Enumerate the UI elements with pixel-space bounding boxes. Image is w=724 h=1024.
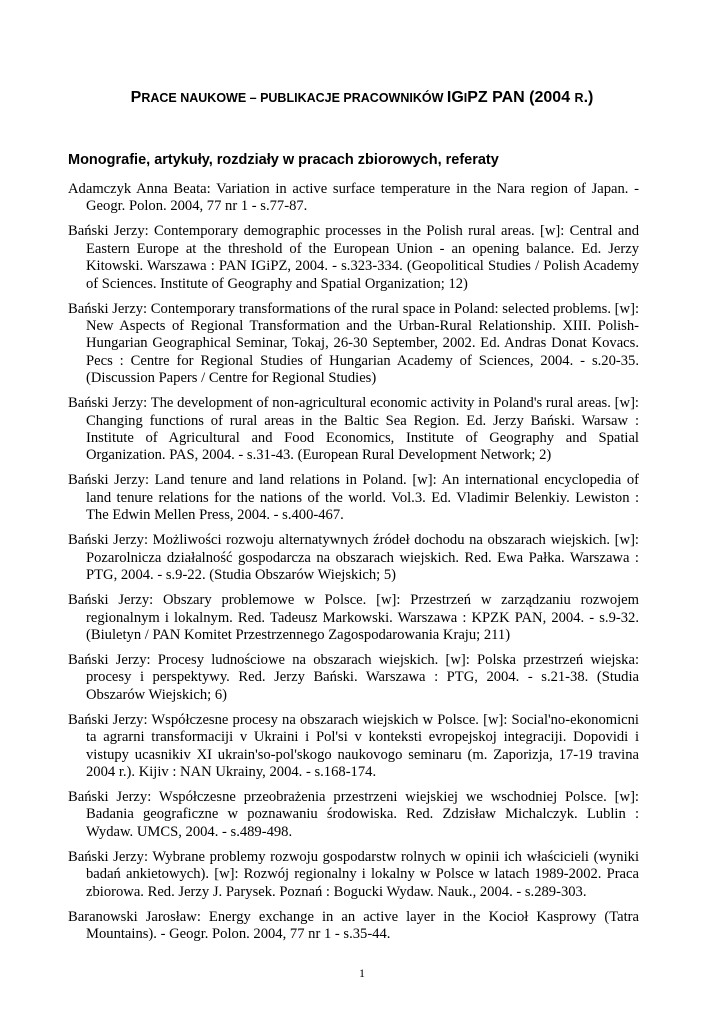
title-part: P bbox=[130, 89, 142, 106]
title-part: RACE NAUKOWE – PUBLIKACJE PRACOWNIKÓW bbox=[141, 91, 447, 105]
bibliography-entry: Bański Jerzy: Procesy ludnościowe na obszarach wiejskich. [w]: Polska przestrzeń wiejska: procesy i perspektywy. Red. Jerzy Bański. Warszawa : PTG, 2004. - s.21-38. (Studia Obszarów Wiejskich; 6) bbox=[68, 651, 639, 703]
title-part: I bbox=[463, 91, 468, 105]
title-part: PZ PAN (2004 bbox=[467, 89, 575, 106]
bibliography-entry: Bański Jerzy: Contemporary demographic processes in the Polish rural areas. [w]: Central and Eastern Europe at the threshold of the European Union - an opening balance. Ed. Jerzy Kitowski. Warszawa : PAN IGiPZ, 2004. - s.323-334. (Geopolitical Studies / Polish Academy of Sciences. Institute of Geography and Spatial Organization; 12) bbox=[68, 223, 639, 292]
page-title bbox=[0, 89, 724, 107]
bibliography-entry: Adamczyk Anna Beata: Variation in active surface temperature in the Nara region of Japan. - Geogr. Polon. 2004, 77 nr 1 - s.77-87. bbox=[68, 181, 639, 215]
bibliography-entry: Bański Jerzy: The development of non-agricultural economic activity in Poland's rural areas. [w]: Changing functions of rural areas in the Baltic Sea Region. Ed. Jerzy Bański. Warsaw : Institute of Agricultural and Food Economics, Institute of Geography and Spatial Organization. PAS, 2004. - s.31-43. (European Rural Development Network; 2) bbox=[68, 395, 639, 464]
bibliography-entry: Bański Jerzy: Contemporary transformations of the rural space in Poland: selected problems. [w]: New Aspects of Regional Transformation and the Urban-Rural Relationship. XIII. Polish-Hungarian Geographical Seminar, Tokaj, 26-30 September, 2002. Ed. Andras Donat Kovacs. Pecs : Centre for Regional Studies of Hungarian Academy of Sciences, 2004. - s.20-35. (Discussion Papers / Centre for Regional Studies) bbox=[68, 300, 639, 387]
bibliography-entry: Bański Jerzy: Współczesne procesy na obszarach wiejskich w Polsce. [w]: Social'no-ekonomicni ta agrarni transformaciji v Ukraini i Pol'si v konteksti evropejskoj integraciji. Dopovidi i vistupy ucasnikiv XI ukrain'so-pol'skogo naukovogo seminaru (m. Zaporizja, 17-19 travina 2004 r.). Kijiv : NAN Ukrainy, 2004. - s.168-174. bbox=[68, 711, 639, 780]
title-part: IG bbox=[446, 89, 464, 106]
bibliography-entry: Bański Jerzy: Land tenure and land relations in Poland. [w]: An international encyclopedia of land tenure relations for the nations of the world. Vol.3. Ed. Vladimir Belenkiy. Lewiston : The Edwin Mellen Press, 2004. - s.400-467. bbox=[68, 472, 639, 524]
page-number: 1 bbox=[359, 966, 365, 980]
section-heading: Monografie, artykuły, rozdziały w pracach zbiorowych, referaty bbox=[68, 152, 499, 168]
title-part: .) bbox=[583, 89, 594, 106]
title-part: R bbox=[574, 91, 584, 105]
bibliography-entry: Bański Jerzy: Obszary problemowe w Polsce. [w]: Przestrzeń w zarządzaniu rozwojem regionalnym i lokalnym. Red. Tadeusz Markowski. Warszawa : KPZK PAN, 2004. - s.9-32. (Biuletyn / PAN Komitet Przestrzennego Zagospodarowania Kraju; 211) bbox=[68, 592, 639, 643]
bibliography-entry: Bański Jerzy: Możliwości rozwoju alternatywnych źródeł dochodu na obszarach wiejskich. [w]: Pozarolnicza działalność gospodarcza na obszarach wiejskich. Red. Ewa Pałka. Warszawa : PTG, 2004. - s.9-22. (Studia Obszarów Wiejskich; 5) bbox=[68, 532, 639, 584]
bibliography-list bbox=[68, 181, 639, 951]
bibliography-entry: Baranowski Jarosław: Energy exchange in an active layer in the Kocioł Kasprowy (Tatra Mountains). - Geogr. Polon. 2004, 77 nr 1 - s.35-44. bbox=[68, 908, 639, 942]
bibliography-entry: Bański Jerzy: Wybrane problemy rozwoju gospodarstw rolnych w opinii ich właścicieli (wyniki badań ankietowych). [w]: Rozwój regionalny i lokalny w Polsce w latach 1989-2002. Praca zbiorowa. Red. Jerzy J. Parysek. Poznań : Bogucki Wydaw. Nauk., 2004. - s.289-303. bbox=[68, 848, 639, 900]
bibliography-entry: Bański Jerzy: Współczesne przeobrażenia przestrzeni wiejskiej we wschodniej Polsce. [w]: Badania geograficzne w poznawaniu środowiska. Red. Zdzisław Michalczyk. Lublin : Wydaw. UMCS, 2004. - s.489-498. bbox=[68, 788, 639, 840]
